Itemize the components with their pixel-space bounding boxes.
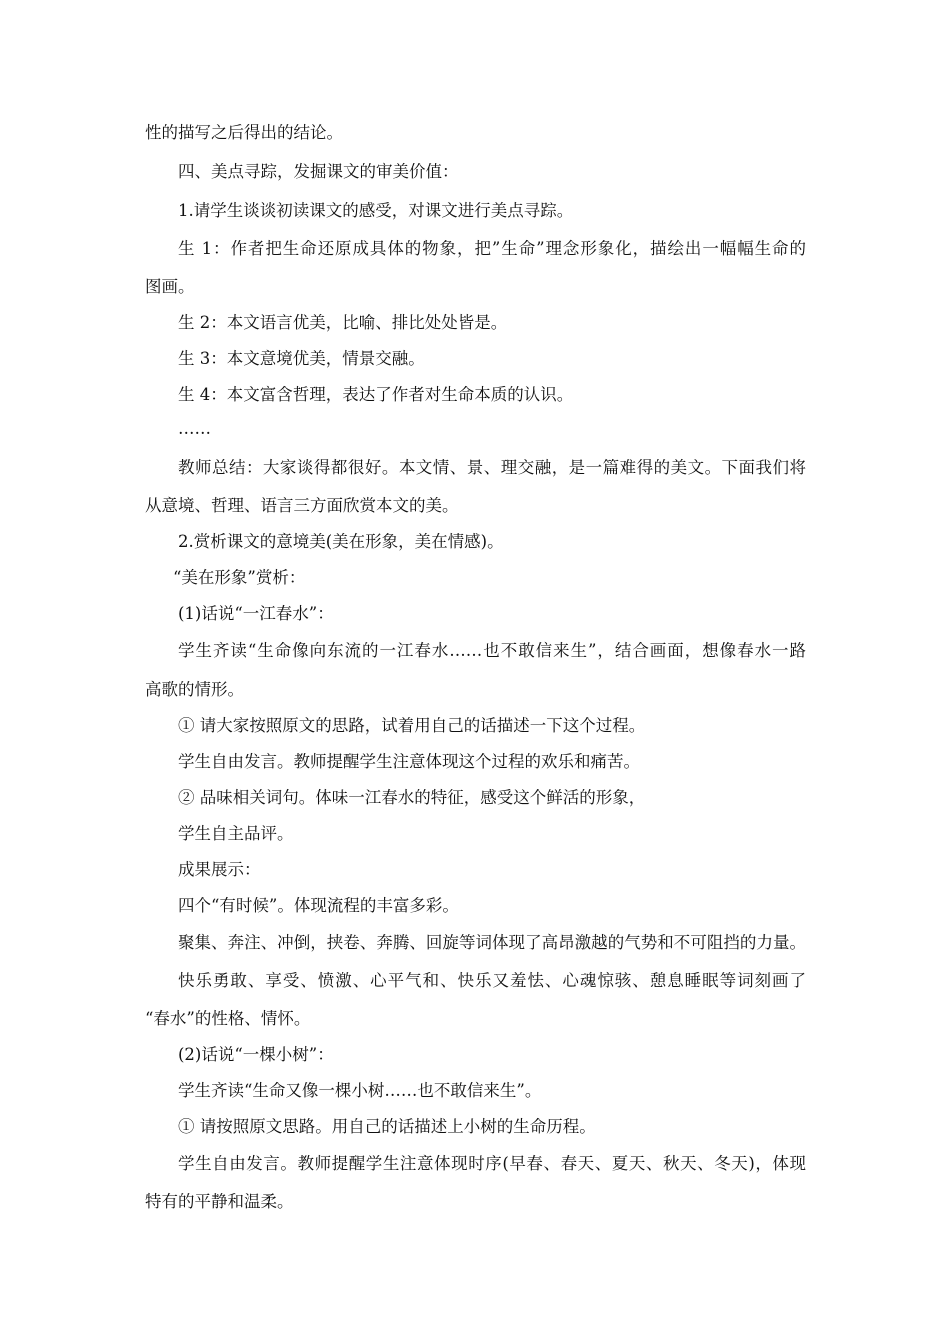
text-line: ① 请大家按照原文的思路，试着用自己的话描述一下这个过程。	[178, 716, 646, 735]
text-line: 生 2：本文语言优美，比喻、排比处处皆是。	[178, 313, 508, 332]
text-line: 成果展示：	[178, 860, 261, 879]
text-line: 学生自由发言。教师提醒学生注意体现这个过程的欢乐和痛苦。	[178, 752, 640, 771]
text-line: ② 品味相关词句。体味一江春水的特征，感受这个鲜活的形象，	[178, 788, 646, 807]
text-line: “美在形象”赏析：	[173, 568, 306, 587]
text-line: ① 请按照原文思路。用自己的话描述上小树的生命历程。	[178, 1117, 596, 1136]
ellipsis-line: ……	[178, 419, 211, 438]
section-heading: 2.赏析课文的意境美(美在形象，美在情感)。	[178, 532, 504, 551]
text-line: 特有的平静和温柔。	[145, 1192, 294, 1211]
text-line: 四个“有时候”。体现流程的丰富多彩。	[178, 896, 459, 915]
text-line: 性的描写之后得出的结论。	[145, 123, 343, 142]
text-line: 从意境、哲理、语言三方面欣赏本文的美。	[145, 496, 459, 515]
sub-heading: (2)话说“一棵小树”：	[178, 1045, 334, 1064]
text-line: 聚集、奔注、冲倒，挟卷、奔腾、回旋等词体现了高昂激越的气势和不可阻挡的力量。	[178, 933, 806, 952]
text-line: 生 3：本文意境优美，情景交融。	[178, 349, 425, 368]
text-line: 高歌的情形。	[145, 680, 244, 699]
section-heading: 四、美点寻踪，发掘课文的审美价值：	[178, 162, 459, 181]
text-line: 学生齐读“生命像向东流的一江春水……也不敢信来生”，结合画面，想像春水一路	[178, 641, 806, 660]
text-line: 生 4：本文富含哲理，表达了作者对生命本质的认识。	[178, 385, 574, 404]
text-line: 学生齐读“生命又像一棵小树……也不敢信来生”。	[178, 1081, 542, 1100]
text-line: 1.请学生谈谈初读课文的感受，对课文进行美点寻踪。	[178, 201, 574, 220]
sub-heading: (1)话说“一江春水”：	[178, 604, 334, 623]
text-line: 学生自主品评。	[178, 824, 294, 843]
text-line: 教师总结：大家谈得都很好。本文情、景、理交融，是一篇难得的美文。下面我们将	[178, 458, 806, 477]
text-line: “春水”的性格、情怀。	[145, 1009, 311, 1028]
text-line: 学生自由发言。教师提醒学生注意体现时序(早春、春天、夏天、秋天、冬天)，体现	[178, 1154, 806, 1173]
text-line: 快乐勇敢、享受、愤激、心平气和、快乐又羞怯、心魂惊骇、憩息睡眠等词刻画了	[178, 971, 806, 990]
text-line: 图画。	[145, 277, 195, 296]
text-line: 生 1：作者把生命还原成具体的物象，把”生命”理念形象化，描绘出一幅幅生命的	[178, 239, 806, 258]
